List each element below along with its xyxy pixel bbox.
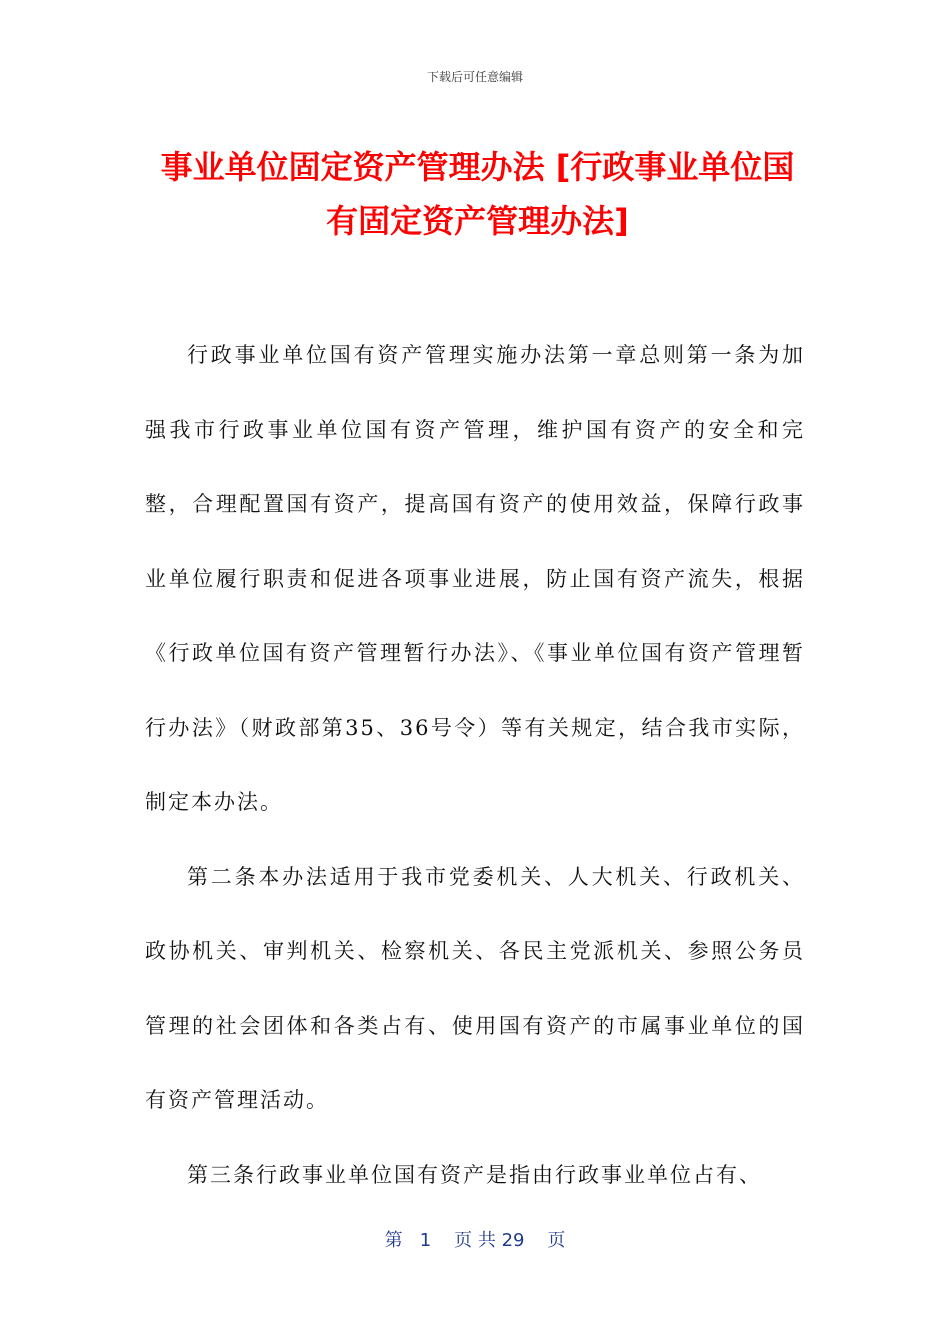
current-page-number: 1	[419, 1230, 432, 1251]
page-label-middle: 页 共	[454, 1230, 496, 1251]
page-label-prefix: 第	[384, 1230, 403, 1251]
document-title: 事业单位固定资产管理办法 [行政事业单位国有固定资产管理办法]	[160, 148, 795, 240]
page-number-footer	[0, 1226, 950, 1252]
paragraph-2: 第二条本办法适用于我市党委机关、人大机关、行政机关、政协机关、审判机关、检察机关、各民主党派机关、参照公务员管理的社会团体和各类占有、使用国有资产的市属事业单位的国有资产管理活动。	[145, 864, 805, 1112]
paragraph-3: 第三条行政事业单位国有资产是指由行政事业单位占有、	[187, 1162, 762, 1187]
paragraph-1: 行政事业单位国有资产管理实施办法第一章总则第一条为加强我市行政事业单位国有资产管理，维护国有资产的安全和完整，合理配置国有资产，提高国有资产的使用效益，保障行政事业单位履行职责和促进各项事业进展，防止国有资产流失，根据《行政单位国有资产管理暂行办法》、《事业单位国有资产管理暂行办法》（财政部第35、36号令）等有关规定，结合我市实际，制定本办法。	[145, 343, 805, 814]
page-header-note: 下载后可任意编辑	[426, 70, 523, 84]
total-pages-number: 29	[501, 1230, 525, 1251]
document-body	[145, 318, 805, 1212]
page-label-suffix: 页	[547, 1230, 566, 1251]
